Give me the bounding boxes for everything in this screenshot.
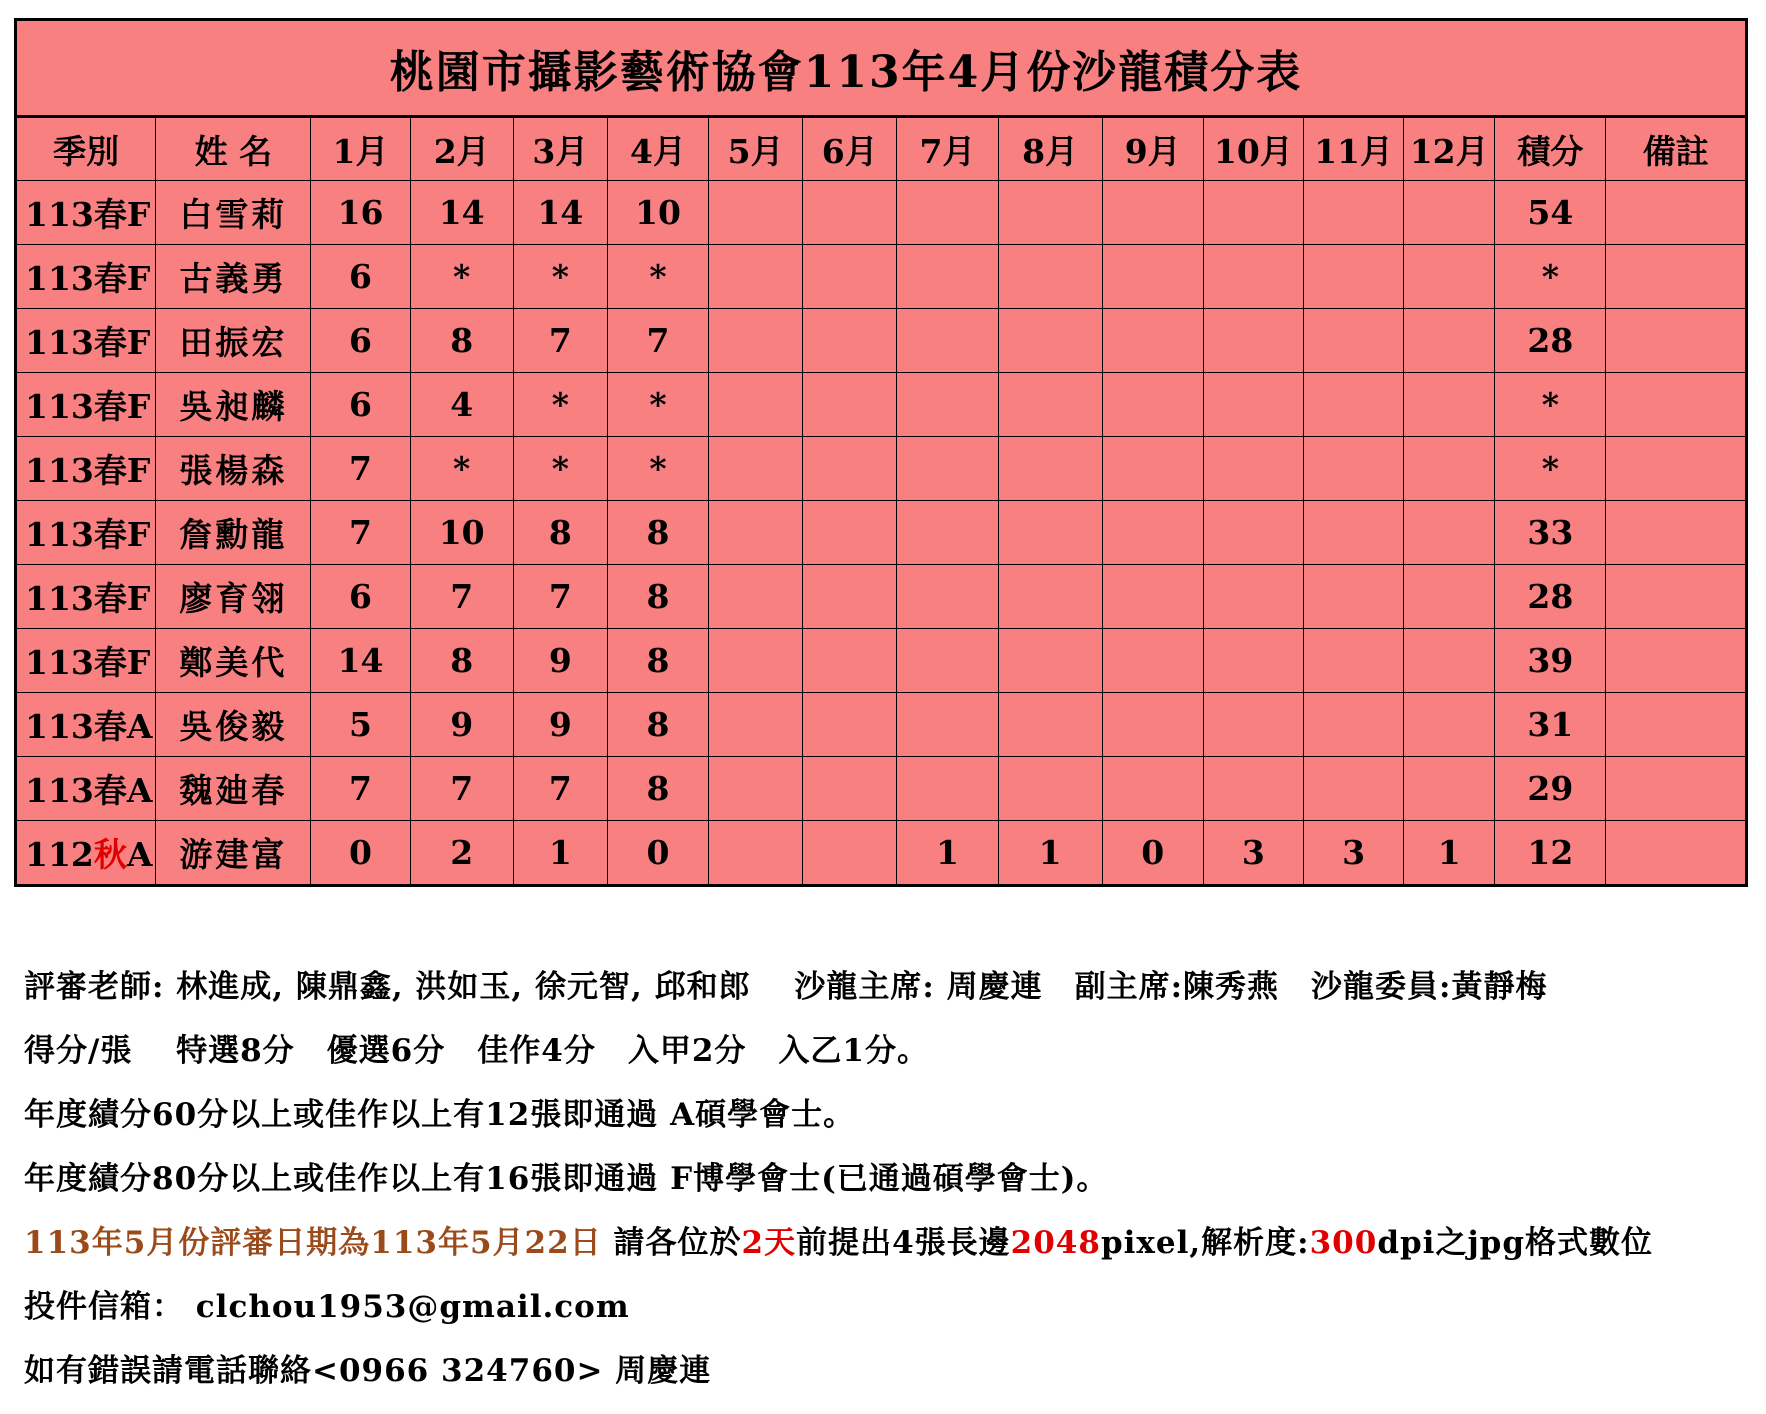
total-cell: 33 xyxy=(1495,501,1606,565)
total-cell: 39 xyxy=(1495,629,1606,693)
season-part: F xyxy=(126,579,151,618)
month-score-cell xyxy=(803,501,897,565)
month-score-cell xyxy=(897,245,998,309)
header-cell: 季別 xyxy=(16,117,156,181)
month-score-cell: 8 xyxy=(607,501,708,565)
name-cell: 鄭美代 xyxy=(156,629,311,693)
season-part: F xyxy=(126,515,151,554)
rule-f-line: 年度績分80分以上或佳作以上有16張即通過 F博學會士(已通過碩學會士)。 xyxy=(24,1161,1109,1197)
month-score-cell: 1 xyxy=(897,821,998,886)
table-row xyxy=(16,501,1747,565)
month-score-cell xyxy=(1404,437,1495,501)
season-cell xyxy=(16,629,156,693)
table-row xyxy=(16,309,1747,373)
month-score-cell xyxy=(803,245,897,309)
remark-cell xyxy=(1606,757,1747,821)
schedule-text-4: dpi之jpg格式數位 xyxy=(1377,1225,1654,1261)
month-score-cell xyxy=(1404,309,1495,373)
schedule-date: 113年5月份評審日期為113年5月22日 xyxy=(24,1225,602,1261)
season-part: F xyxy=(126,195,151,234)
month-score-cell: 10 xyxy=(410,501,513,565)
month-score-cell: 7 xyxy=(513,757,607,821)
season-part: 113 xyxy=(25,387,94,426)
table-row xyxy=(16,565,1747,629)
month-score-cell xyxy=(998,181,1102,245)
month-score-cell: * xyxy=(513,437,607,501)
month-score-cell: 6 xyxy=(311,245,410,309)
month-score-cell xyxy=(1404,373,1495,437)
month-score-cell xyxy=(803,565,897,629)
month-score-cell xyxy=(1303,501,1403,565)
season-cell xyxy=(16,693,156,757)
month-score-cell: 14 xyxy=(410,181,513,245)
month-score-cell: * xyxy=(513,245,607,309)
month-score-cell xyxy=(1303,629,1403,693)
season-part: A xyxy=(126,771,153,810)
month-score-cell xyxy=(1303,309,1403,373)
season-part: 春 xyxy=(93,579,127,618)
remark-cell xyxy=(1606,309,1747,373)
month-score-cell xyxy=(1203,437,1303,501)
month-score-cell xyxy=(998,757,1102,821)
month-score-cell xyxy=(803,373,897,437)
season-cell xyxy=(16,245,156,309)
season-part: 113 xyxy=(25,259,94,298)
season-part: F xyxy=(126,323,151,362)
month-score-cell xyxy=(1303,565,1403,629)
month-score-cell xyxy=(1203,501,1303,565)
remark-cell xyxy=(1606,245,1747,309)
month-score-cell xyxy=(897,437,998,501)
name-cell: 田振宏 xyxy=(156,309,311,373)
month-score-cell: 1 xyxy=(1404,821,1495,886)
month-score-cell xyxy=(1303,693,1403,757)
month-score-cell: * xyxy=(607,245,708,309)
schedule-text-2: 前提出4張長邊 xyxy=(796,1225,1011,1261)
month-score-cell xyxy=(998,245,1102,309)
month-score-cell xyxy=(1404,693,1495,757)
month-score-cell xyxy=(998,501,1102,565)
season-part: 春 xyxy=(93,323,127,362)
month-score-cell: 9 xyxy=(410,693,513,757)
month-score-cell: * xyxy=(410,245,513,309)
month-score-cell xyxy=(709,437,803,501)
month-score-cell xyxy=(897,693,998,757)
month-score-cell: 8 xyxy=(607,629,708,693)
remark-cell xyxy=(1606,501,1747,565)
header-cell: 5月 xyxy=(709,117,803,181)
month-score-cell xyxy=(803,821,897,886)
month-score-cell xyxy=(897,181,998,245)
header-cell: 9月 xyxy=(1102,117,1203,181)
month-score-cell xyxy=(709,245,803,309)
table-row xyxy=(16,757,1747,821)
season-cell xyxy=(16,565,156,629)
month-score-cell: 7 xyxy=(410,757,513,821)
season-part: F xyxy=(126,451,151,490)
season-part: 113 xyxy=(25,707,94,746)
remark-cell xyxy=(1606,693,1747,757)
month-score-cell: 7 xyxy=(311,437,410,501)
month-score-cell xyxy=(803,693,897,757)
season-cell xyxy=(16,501,156,565)
month-score-cell: 14 xyxy=(513,181,607,245)
month-score-cell: 7 xyxy=(513,309,607,373)
month-score-cell: 0 xyxy=(1102,821,1203,886)
total-cell: * xyxy=(1495,437,1606,501)
month-score-cell xyxy=(897,373,998,437)
notes-section xyxy=(24,955,1744,1403)
month-score-cell: 7 xyxy=(513,565,607,629)
season-part: 113 xyxy=(25,515,94,554)
month-score-cell xyxy=(1203,245,1303,309)
month-score-cell: 8 xyxy=(607,565,708,629)
month-score-cell xyxy=(998,629,1102,693)
month-score-cell: 14 xyxy=(311,629,410,693)
month-score-cell xyxy=(998,309,1102,373)
remark-cell xyxy=(1606,629,1747,693)
contact-line: 如有錯誤請電話聯絡<0966 324760> 周慶連 xyxy=(24,1353,712,1389)
month-score-cell xyxy=(803,437,897,501)
month-score-cell: 6 xyxy=(311,565,410,629)
month-score-cell: 8 xyxy=(513,501,607,565)
table-title: 桃園市攝影藝術協會113年4月份沙龍積分表 xyxy=(16,20,1747,117)
month-score-cell: 3 xyxy=(1303,821,1403,886)
month-score-cell xyxy=(1203,757,1303,821)
month-score-cell: * xyxy=(513,373,607,437)
header-cell: 3月 xyxy=(513,117,607,181)
month-score-cell xyxy=(1102,501,1203,565)
month-score-cell: 2 xyxy=(410,821,513,886)
month-score-cell: 0 xyxy=(311,821,410,886)
header-cell: 11月 xyxy=(1303,117,1403,181)
total-cell: 31 xyxy=(1495,693,1606,757)
month-score-cell xyxy=(1404,181,1495,245)
season-part: F xyxy=(126,643,151,682)
month-score-cell xyxy=(1102,181,1203,245)
name-cell: 白雪莉 xyxy=(156,181,311,245)
month-score-cell xyxy=(1303,245,1403,309)
header-cell: 8月 xyxy=(998,117,1102,181)
month-score-cell: * xyxy=(410,437,513,501)
header-row xyxy=(16,117,1747,181)
total-cell: * xyxy=(1495,373,1606,437)
season-part: 春 xyxy=(93,771,127,810)
month-score-cell: 8 xyxy=(410,629,513,693)
table-row xyxy=(16,437,1747,501)
month-score-cell xyxy=(998,565,1102,629)
month-score-cell xyxy=(1102,629,1203,693)
season-part: 春 xyxy=(93,643,127,682)
name-cell: 古義勇 xyxy=(156,245,311,309)
season-cell xyxy=(16,373,156,437)
table-row xyxy=(16,181,1747,245)
month-score-cell: 16 xyxy=(311,181,410,245)
month-score-cell: 1 xyxy=(998,821,1102,886)
month-score-cell xyxy=(1404,629,1495,693)
points-line: 得分/張 特選8分 優選6分 佳作4分 入甲2分 入乙1分。 xyxy=(24,1033,929,1069)
table-row xyxy=(16,373,1747,437)
month-score-cell: * xyxy=(607,437,708,501)
month-score-cell: 10 xyxy=(607,181,708,245)
total-cell: 29 xyxy=(1495,757,1606,821)
month-score-cell: 8 xyxy=(607,757,708,821)
month-score-cell xyxy=(1404,565,1495,629)
name-cell: 廖育翎 xyxy=(156,565,311,629)
month-score-cell xyxy=(803,181,897,245)
table-row xyxy=(16,245,1747,309)
total-cell: 28 xyxy=(1495,565,1606,629)
schedule-text-1: 請各位於 xyxy=(601,1225,742,1261)
schedule-dpi: 300 xyxy=(1309,1225,1378,1261)
month-score-cell xyxy=(897,757,998,821)
remark-cell xyxy=(1606,373,1747,437)
month-score-cell xyxy=(803,757,897,821)
month-score-cell xyxy=(998,437,1102,501)
month-score-cell xyxy=(1102,245,1203,309)
season-part: 春 xyxy=(93,707,127,746)
month-score-cell xyxy=(709,181,803,245)
month-score-cell: 6 xyxy=(311,309,410,373)
rule-a-line: 年度績分60分以上或佳作以上有12張即通過 A碩學會士。 xyxy=(24,1097,856,1133)
name-cell: 詹勳龍 xyxy=(156,501,311,565)
month-score-cell xyxy=(1303,181,1403,245)
season-cell xyxy=(16,437,156,501)
month-score-cell xyxy=(1203,693,1303,757)
month-score-cell xyxy=(1102,309,1203,373)
season-part: 春 xyxy=(93,259,127,298)
header-cell: 7月 xyxy=(897,117,998,181)
month-score-cell xyxy=(897,629,998,693)
month-score-cell: 5 xyxy=(311,693,410,757)
remark-cell xyxy=(1606,437,1747,501)
schedule-text-3: pixel,解析度: xyxy=(1100,1225,1310,1261)
total-cell: 12 xyxy=(1495,821,1606,886)
month-score-cell xyxy=(709,309,803,373)
month-score-cell: 4 xyxy=(410,373,513,437)
month-score-cell: 7 xyxy=(311,501,410,565)
season-part: 春 xyxy=(93,195,127,234)
month-score-cell xyxy=(1404,757,1495,821)
season-part: 113 xyxy=(25,579,94,618)
month-score-cell xyxy=(709,629,803,693)
season-part: 春 xyxy=(93,387,127,426)
name-cell: 吳昶麟 xyxy=(156,373,311,437)
month-score-cell xyxy=(897,309,998,373)
season-part: 春 xyxy=(93,451,127,490)
month-score-cell xyxy=(897,565,998,629)
month-score-cell xyxy=(803,629,897,693)
month-score-cell: 9 xyxy=(513,693,607,757)
header-cell: 積分 xyxy=(1495,117,1606,181)
judges-line: 評審老師: 林進成, 陳鼎鑫, 洪如玉, 徐元智, 邱和郎 沙龍主席: 周慶連 副主席:陳秀燕 沙龍委員:黃靜梅 xyxy=(24,969,1548,1005)
table-row xyxy=(16,693,1747,757)
header-cell: 姓 名 xyxy=(156,117,311,181)
month-score-cell xyxy=(1102,565,1203,629)
month-score-cell xyxy=(803,309,897,373)
header-cell: 12月 xyxy=(1404,117,1495,181)
schedule-days: 2天 xyxy=(741,1225,797,1261)
total-cell: 54 xyxy=(1495,181,1606,245)
month-score-cell xyxy=(1203,629,1303,693)
season-part: 113 xyxy=(25,323,94,362)
month-score-cell xyxy=(1303,437,1403,501)
month-score-cell: 9 xyxy=(513,629,607,693)
header-cell: 1月 xyxy=(311,117,410,181)
month-score-cell xyxy=(998,373,1102,437)
season-cell xyxy=(16,181,156,245)
month-score-cell: 7 xyxy=(410,565,513,629)
season-cell xyxy=(16,309,156,373)
month-score-cell xyxy=(709,373,803,437)
season-part: 113 xyxy=(25,771,94,810)
season-cell xyxy=(16,821,156,886)
month-score-cell: 8 xyxy=(607,693,708,757)
name-cell: 游建富 xyxy=(156,821,311,886)
month-score-cell xyxy=(1203,309,1303,373)
season-part: 春 xyxy=(93,515,127,554)
season-cell xyxy=(16,757,156,821)
season-part: 秋 xyxy=(93,835,127,874)
month-score-cell: 8 xyxy=(410,309,513,373)
header-cell: 4月 xyxy=(607,117,708,181)
month-score-cell xyxy=(709,501,803,565)
month-score-cell: 1 xyxy=(513,821,607,886)
season-part: 113 xyxy=(25,643,94,682)
season-part: A xyxy=(126,835,153,874)
month-score-cell xyxy=(998,693,1102,757)
month-score-cell: 6 xyxy=(311,373,410,437)
month-score-cell xyxy=(709,693,803,757)
month-score-cell xyxy=(1203,373,1303,437)
total-cell: * xyxy=(1495,245,1606,309)
table-row xyxy=(16,821,1747,886)
month-score-cell xyxy=(1203,565,1303,629)
name-cell: 魏廸春 xyxy=(156,757,311,821)
season-part: F xyxy=(126,387,151,426)
email-line: 投件信箱： clchou1953@gmail.com xyxy=(24,1289,630,1325)
month-score-cell xyxy=(709,821,803,886)
month-score-cell: 7 xyxy=(311,757,410,821)
remark-cell xyxy=(1606,181,1747,245)
month-score-cell xyxy=(897,501,998,565)
name-cell: 吳俊毅 xyxy=(156,693,311,757)
month-score-cell xyxy=(709,757,803,821)
month-score-cell xyxy=(1102,693,1203,757)
season-part: 113 xyxy=(25,451,94,490)
month-score-cell xyxy=(1102,437,1203,501)
name-cell: 張楊森 xyxy=(156,437,311,501)
remark-cell xyxy=(1606,565,1747,629)
header-cell: 6月 xyxy=(803,117,897,181)
header-cell: 2月 xyxy=(410,117,513,181)
month-score-cell xyxy=(1102,373,1203,437)
header-cell: 備註 xyxy=(1606,117,1747,181)
score-table xyxy=(14,18,1748,887)
remark-cell xyxy=(1606,821,1747,886)
month-score-cell: 3 xyxy=(1203,821,1303,886)
header-cell: 10月 xyxy=(1203,117,1303,181)
month-score-cell xyxy=(709,565,803,629)
month-score-cell: 7 xyxy=(607,309,708,373)
season-part: 112 xyxy=(25,835,94,874)
month-score-cell xyxy=(1303,373,1403,437)
month-score-cell: 0 xyxy=(607,821,708,886)
month-score-cell: * xyxy=(607,373,708,437)
total-cell: 28 xyxy=(1495,309,1606,373)
schedule-line xyxy=(24,1211,1744,1275)
month-score-cell xyxy=(1404,245,1495,309)
month-score-cell xyxy=(1102,757,1203,821)
season-part: A xyxy=(126,707,153,746)
month-score-cell xyxy=(1303,757,1403,821)
table-row xyxy=(16,629,1747,693)
month-score-cell xyxy=(1203,181,1303,245)
schedule-pixels: 2048 xyxy=(1010,1225,1101,1261)
month-score-cell xyxy=(1404,501,1495,565)
season-part: 113 xyxy=(25,195,94,234)
season-part: F xyxy=(126,259,151,298)
